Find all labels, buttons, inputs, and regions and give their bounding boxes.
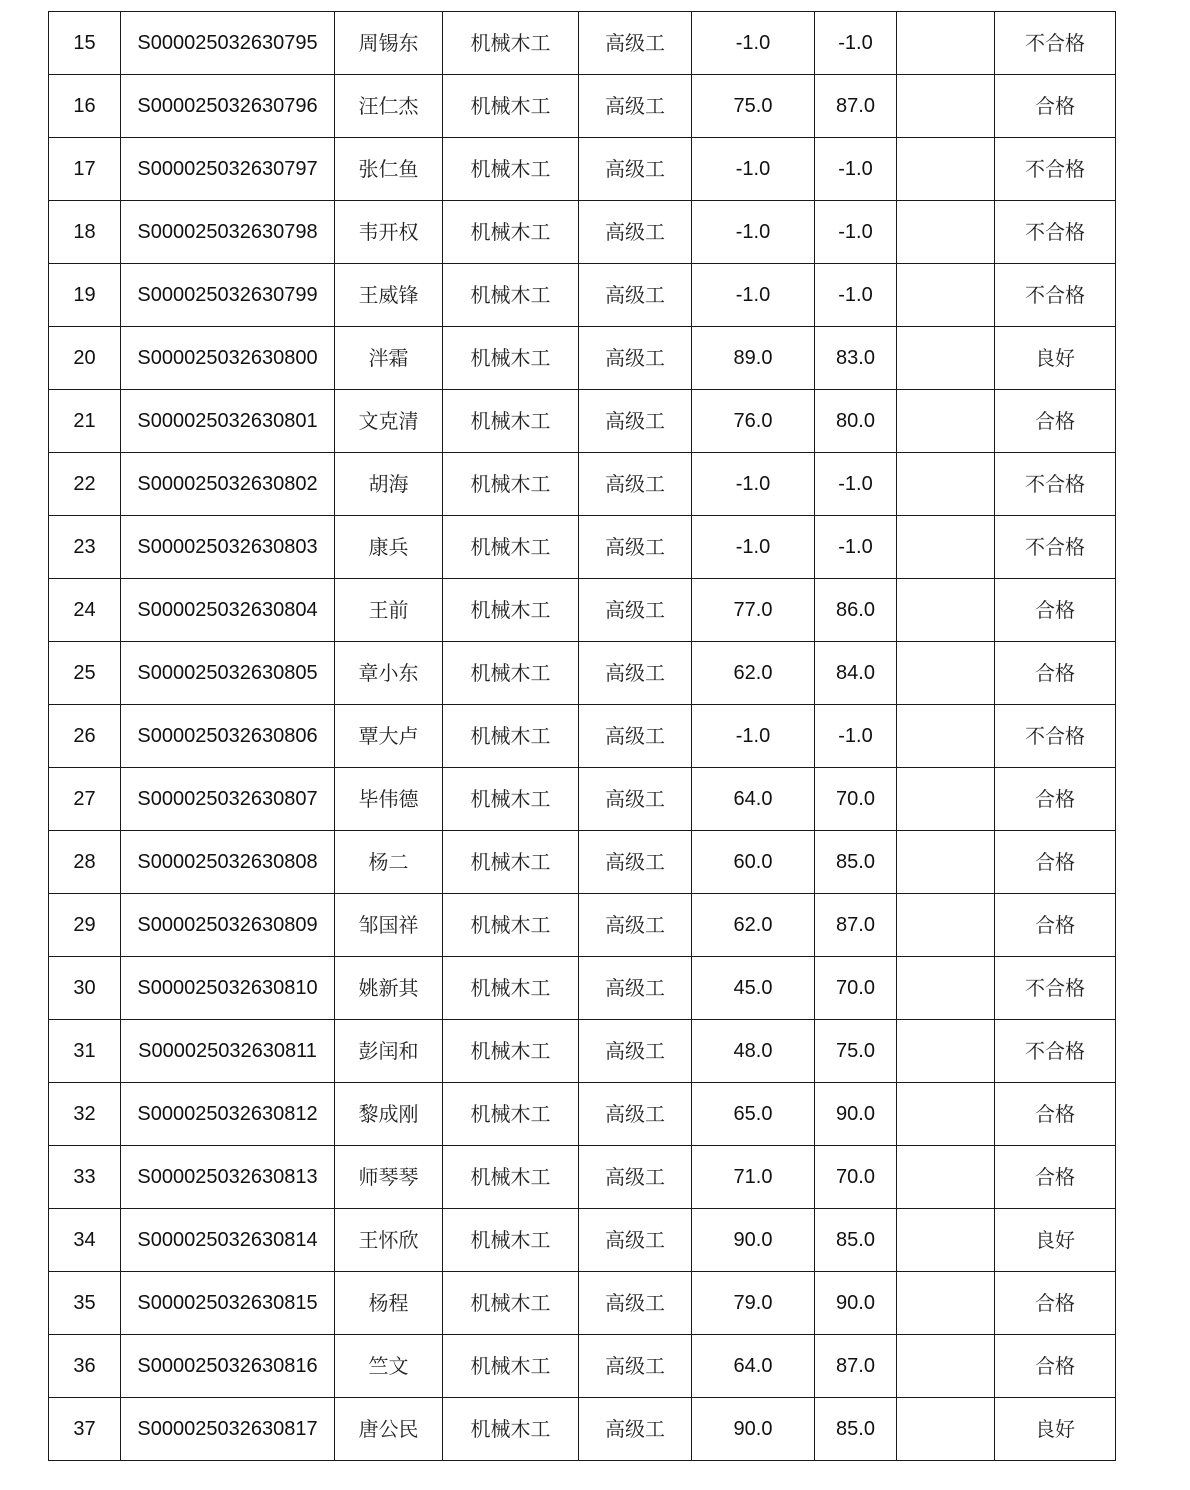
trade-cell: 机械木工 (443, 1335, 579, 1398)
theory-score-cell: 65.0 (692, 1083, 815, 1146)
remark-cell (897, 1272, 995, 1335)
level-cell: 高级工 (579, 768, 692, 831)
candidate-name-cell: 汪仁杰 (335, 75, 443, 138)
table-row (49, 831, 1116, 894)
serial-number-cell: 25 (49, 642, 121, 705)
remark-cell (897, 264, 995, 327)
trade-cell: 机械木工 (443, 579, 579, 642)
candidate-name-cell: 邹国祥 (335, 894, 443, 957)
table-row (49, 453, 1116, 516)
theory-score-cell: 77.0 (692, 579, 815, 642)
result-cell: 良好 (995, 327, 1116, 390)
result-cell: 良好 (995, 1209, 1116, 1272)
ticket-id-cell: S000025032630813 (121, 1146, 335, 1209)
level-cell: 高级工 (579, 1146, 692, 1209)
practical-score-cell: -1.0 (815, 264, 897, 327)
ticket-id-cell: S000025032630809 (121, 894, 335, 957)
practical-score-cell: 87.0 (815, 75, 897, 138)
ticket-id-cell: S000025032630808 (121, 831, 335, 894)
level-cell: 高级工 (579, 1272, 692, 1335)
table-row (49, 75, 1116, 138)
level-cell: 高级工 (579, 579, 692, 642)
theory-score-cell: -1.0 (692, 201, 815, 264)
remark-cell (897, 390, 995, 453)
table-row (49, 138, 1116, 201)
serial-number-cell: 31 (49, 1020, 121, 1083)
remark-cell (897, 831, 995, 894)
trade-cell: 机械木工 (443, 1398, 579, 1461)
table-row (49, 516, 1116, 579)
result-cell: 不合格 (995, 705, 1116, 768)
remark-cell (897, 453, 995, 516)
table-row (49, 12, 1116, 75)
result-cell: 合格 (995, 75, 1116, 138)
ticket-id-cell: S000025032630815 (121, 1272, 335, 1335)
remark-cell (897, 516, 995, 579)
result-cell: 不合格 (995, 138, 1116, 201)
theory-score-cell: 64.0 (692, 768, 815, 831)
table-row (49, 264, 1116, 327)
practical-score-cell: -1.0 (815, 12, 897, 75)
practical-score-cell: 85.0 (815, 1398, 897, 1461)
practical-score-cell: 80.0 (815, 390, 897, 453)
candidate-name-cell: 师琴琴 (335, 1146, 443, 1209)
theory-score-cell: 48.0 (692, 1020, 815, 1083)
candidate-name-cell: 胡海 (335, 453, 443, 516)
candidate-name-cell: 章小东 (335, 642, 443, 705)
result-cell: 合格 (995, 642, 1116, 705)
serial-number-cell: 28 (49, 831, 121, 894)
level-cell: 高级工 (579, 138, 692, 201)
serial-number-cell: 33 (49, 1146, 121, 1209)
practical-score-cell: 75.0 (815, 1020, 897, 1083)
trade-cell: 机械木工 (443, 894, 579, 957)
level-cell: 高级工 (579, 957, 692, 1020)
theory-score-cell: -1.0 (692, 264, 815, 327)
candidate-name-cell: 杨程 (335, 1272, 443, 1335)
serial-number-cell: 23 (49, 516, 121, 579)
table-row (49, 1146, 1116, 1209)
result-cell: 合格 (995, 1272, 1116, 1335)
practical-score-cell: -1.0 (815, 138, 897, 201)
remark-cell (897, 1083, 995, 1146)
level-cell: 高级工 (579, 516, 692, 579)
serial-number-cell: 15 (49, 12, 121, 75)
table-row (49, 579, 1116, 642)
table-row (49, 894, 1116, 957)
ticket-id-cell: S000025032630802 (121, 453, 335, 516)
theory-score-cell: 79.0 (692, 1272, 815, 1335)
practical-score-cell: -1.0 (815, 201, 897, 264)
candidate-name-cell: 泮霜 (335, 327, 443, 390)
candidate-name-cell: 唐公民 (335, 1398, 443, 1461)
theory-score-cell: 45.0 (692, 957, 815, 1020)
result-cell: 不合格 (995, 264, 1116, 327)
remark-cell (897, 12, 995, 75)
ticket-id-cell: S000025032630817 (121, 1398, 335, 1461)
trade-cell: 机械木工 (443, 390, 579, 453)
table-body (49, 12, 1116, 1461)
remark-cell (897, 579, 995, 642)
table-row (49, 1083, 1116, 1146)
practical-score-cell: 85.0 (815, 831, 897, 894)
serial-number-cell: 32 (49, 1083, 121, 1146)
result-cell: 合格 (995, 579, 1116, 642)
ticket-id-cell: S000025032630804 (121, 579, 335, 642)
theory-score-cell: 76.0 (692, 390, 815, 453)
trade-cell: 机械木工 (443, 957, 579, 1020)
practical-score-cell: 84.0 (815, 642, 897, 705)
result-cell: 合格 (995, 390, 1116, 453)
practical-score-cell: 90.0 (815, 1083, 897, 1146)
table-row (49, 768, 1116, 831)
remark-cell (897, 1020, 995, 1083)
ticket-id-cell: S000025032630798 (121, 201, 335, 264)
trade-cell: 机械木工 (443, 1083, 579, 1146)
serial-number-cell: 34 (49, 1209, 121, 1272)
result-cell: 不合格 (995, 957, 1116, 1020)
serial-number-cell: 37 (49, 1398, 121, 1461)
results-table (48, 11, 1116, 1461)
ticket-id-cell: S000025032630811 (121, 1020, 335, 1083)
ticket-id-cell: S000025032630799 (121, 264, 335, 327)
result-cell: 不合格 (995, 516, 1116, 579)
ticket-id-cell: S000025032630795 (121, 12, 335, 75)
practical-score-cell: 70.0 (815, 957, 897, 1020)
ticket-id-cell: S000025032630812 (121, 1083, 335, 1146)
ticket-id-cell: S000025032630810 (121, 957, 335, 1020)
remark-cell (897, 201, 995, 264)
table-row (49, 390, 1116, 453)
remark-cell (897, 768, 995, 831)
ticket-id-cell: S000025032630801 (121, 390, 335, 453)
practical-score-cell: 87.0 (815, 1335, 897, 1398)
trade-cell: 机械木工 (443, 327, 579, 390)
practical-score-cell: -1.0 (815, 516, 897, 579)
result-cell: 合格 (995, 1335, 1116, 1398)
trade-cell: 机械木工 (443, 453, 579, 516)
candidate-name-cell: 覃大卢 (335, 705, 443, 768)
practical-score-cell: 86.0 (815, 579, 897, 642)
ticket-id-cell: S000025032630806 (121, 705, 335, 768)
trade-cell: 机械木工 (443, 516, 579, 579)
candidate-name-cell: 王怀欣 (335, 1209, 443, 1272)
level-cell: 高级工 (579, 705, 692, 768)
practical-score-cell: 83.0 (815, 327, 897, 390)
serial-number-cell: 17 (49, 138, 121, 201)
practical-score-cell: 70.0 (815, 1146, 897, 1209)
level-cell: 高级工 (579, 390, 692, 453)
ticket-id-cell: S000025032630807 (121, 768, 335, 831)
trade-cell: 机械木工 (443, 831, 579, 894)
theory-score-cell: -1.0 (692, 453, 815, 516)
table-row (49, 1020, 1116, 1083)
result-cell: 合格 (995, 768, 1116, 831)
trade-cell: 机械木工 (443, 75, 579, 138)
candidate-name-cell: 王威锋 (335, 264, 443, 327)
practical-score-cell: 85.0 (815, 1209, 897, 1272)
serial-number-cell: 24 (49, 579, 121, 642)
trade-cell: 机械木工 (443, 138, 579, 201)
result-cell: 合格 (995, 1146, 1116, 1209)
trade-cell: 机械木工 (443, 1209, 579, 1272)
trade-cell: 机械木工 (443, 1020, 579, 1083)
theory-score-cell: 64.0 (692, 1335, 815, 1398)
table-row (49, 1209, 1116, 1272)
level-cell: 高级工 (579, 453, 692, 516)
level-cell: 高级工 (579, 642, 692, 705)
serial-number-cell: 20 (49, 327, 121, 390)
remark-cell (897, 894, 995, 957)
remark-cell (897, 1335, 995, 1398)
practical-score-cell: -1.0 (815, 705, 897, 768)
serial-number-cell: 26 (49, 705, 121, 768)
remark-cell (897, 75, 995, 138)
candidate-name-cell: 康兵 (335, 516, 443, 579)
level-cell: 高级工 (579, 201, 692, 264)
table-row (49, 957, 1116, 1020)
result-cell: 不合格 (995, 453, 1116, 516)
candidate-name-cell: 韦开权 (335, 201, 443, 264)
ticket-id-cell: S000025032630800 (121, 327, 335, 390)
ticket-id-cell: S000025032630814 (121, 1209, 335, 1272)
serial-number-cell: 18 (49, 201, 121, 264)
serial-number-cell: 21 (49, 390, 121, 453)
serial-number-cell: 29 (49, 894, 121, 957)
trade-cell: 机械木工 (443, 201, 579, 264)
candidate-name-cell: 文克清 (335, 390, 443, 453)
table-row (49, 1272, 1116, 1335)
result-cell: 良好 (995, 1398, 1116, 1461)
level-cell: 高级工 (579, 75, 692, 138)
table-row (49, 1335, 1116, 1398)
theory-score-cell: -1.0 (692, 516, 815, 579)
remark-cell (897, 1146, 995, 1209)
remark-cell (897, 705, 995, 768)
remark-cell (897, 327, 995, 390)
candidate-name-cell: 姚新其 (335, 957, 443, 1020)
ticket-id-cell: S000025032630797 (121, 138, 335, 201)
level-cell: 高级工 (579, 264, 692, 327)
table-row (49, 642, 1116, 705)
result-cell: 合格 (995, 831, 1116, 894)
practical-score-cell: -1.0 (815, 453, 897, 516)
trade-cell: 机械木工 (443, 264, 579, 327)
candidate-name-cell: 张仁鱼 (335, 138, 443, 201)
remark-cell (897, 642, 995, 705)
serial-number-cell: 35 (49, 1272, 121, 1335)
trade-cell: 机械木工 (443, 1272, 579, 1335)
theory-score-cell: 75.0 (692, 75, 815, 138)
result-cell: 合格 (995, 894, 1116, 957)
ticket-id-cell: S000025032630796 (121, 75, 335, 138)
candidate-name-cell: 竺文 (335, 1335, 443, 1398)
remark-cell (897, 957, 995, 1020)
level-cell: 高级工 (579, 12, 692, 75)
trade-cell: 机械木工 (443, 642, 579, 705)
result-cell: 合格 (995, 1083, 1116, 1146)
practical-score-cell: 90.0 (815, 1272, 897, 1335)
theory-score-cell: 71.0 (692, 1146, 815, 1209)
theory-score-cell: 90.0 (692, 1209, 815, 1272)
candidate-name-cell: 彭闰和 (335, 1020, 443, 1083)
candidate-name-cell: 黎成刚 (335, 1083, 443, 1146)
ticket-id-cell: S000025032630816 (121, 1335, 335, 1398)
remark-cell (897, 1398, 995, 1461)
table-row (49, 327, 1116, 390)
level-cell: 高级工 (579, 1398, 692, 1461)
level-cell: 高级工 (579, 1335, 692, 1398)
trade-cell: 机械木工 (443, 12, 579, 75)
theory-score-cell: 60.0 (692, 831, 815, 894)
serial-number-cell: 16 (49, 75, 121, 138)
table-row (49, 705, 1116, 768)
serial-number-cell: 19 (49, 264, 121, 327)
result-cell: 不合格 (995, 201, 1116, 264)
level-cell: 高级工 (579, 1083, 692, 1146)
practical-score-cell: 70.0 (815, 768, 897, 831)
ticket-id-cell: S000025032630805 (121, 642, 335, 705)
theory-score-cell: -1.0 (692, 705, 815, 768)
candidate-name-cell: 杨二 (335, 831, 443, 894)
theory-score-cell: 89.0 (692, 327, 815, 390)
practical-score-cell: 87.0 (815, 894, 897, 957)
theory-score-cell: 62.0 (692, 894, 815, 957)
trade-cell: 机械木工 (443, 768, 579, 831)
level-cell: 高级工 (579, 1020, 692, 1083)
serial-number-cell: 36 (49, 1335, 121, 1398)
level-cell: 高级工 (579, 831, 692, 894)
theory-score-cell: 90.0 (692, 1398, 815, 1461)
result-cell: 不合格 (995, 12, 1116, 75)
trade-cell: 机械木工 (443, 1146, 579, 1209)
remark-cell (897, 138, 995, 201)
candidate-name-cell: 毕伟德 (335, 768, 443, 831)
theory-score-cell: -1.0 (692, 138, 815, 201)
serial-number-cell: 27 (49, 768, 121, 831)
ticket-id-cell: S000025032630803 (121, 516, 335, 579)
level-cell: 高级工 (579, 894, 692, 957)
candidate-name-cell: 王前 (335, 579, 443, 642)
table-row (49, 201, 1116, 264)
result-cell: 不合格 (995, 1020, 1116, 1083)
level-cell: 高级工 (579, 1209, 692, 1272)
candidate-name-cell: 周锡东 (335, 12, 443, 75)
remark-cell (897, 1209, 995, 1272)
theory-score-cell: 62.0 (692, 642, 815, 705)
theory-score-cell: -1.0 (692, 12, 815, 75)
serial-number-cell: 22 (49, 453, 121, 516)
level-cell: 高级工 (579, 327, 692, 390)
serial-number-cell: 30 (49, 957, 121, 1020)
trade-cell: 机械木工 (443, 705, 579, 768)
table-row (49, 1398, 1116, 1461)
